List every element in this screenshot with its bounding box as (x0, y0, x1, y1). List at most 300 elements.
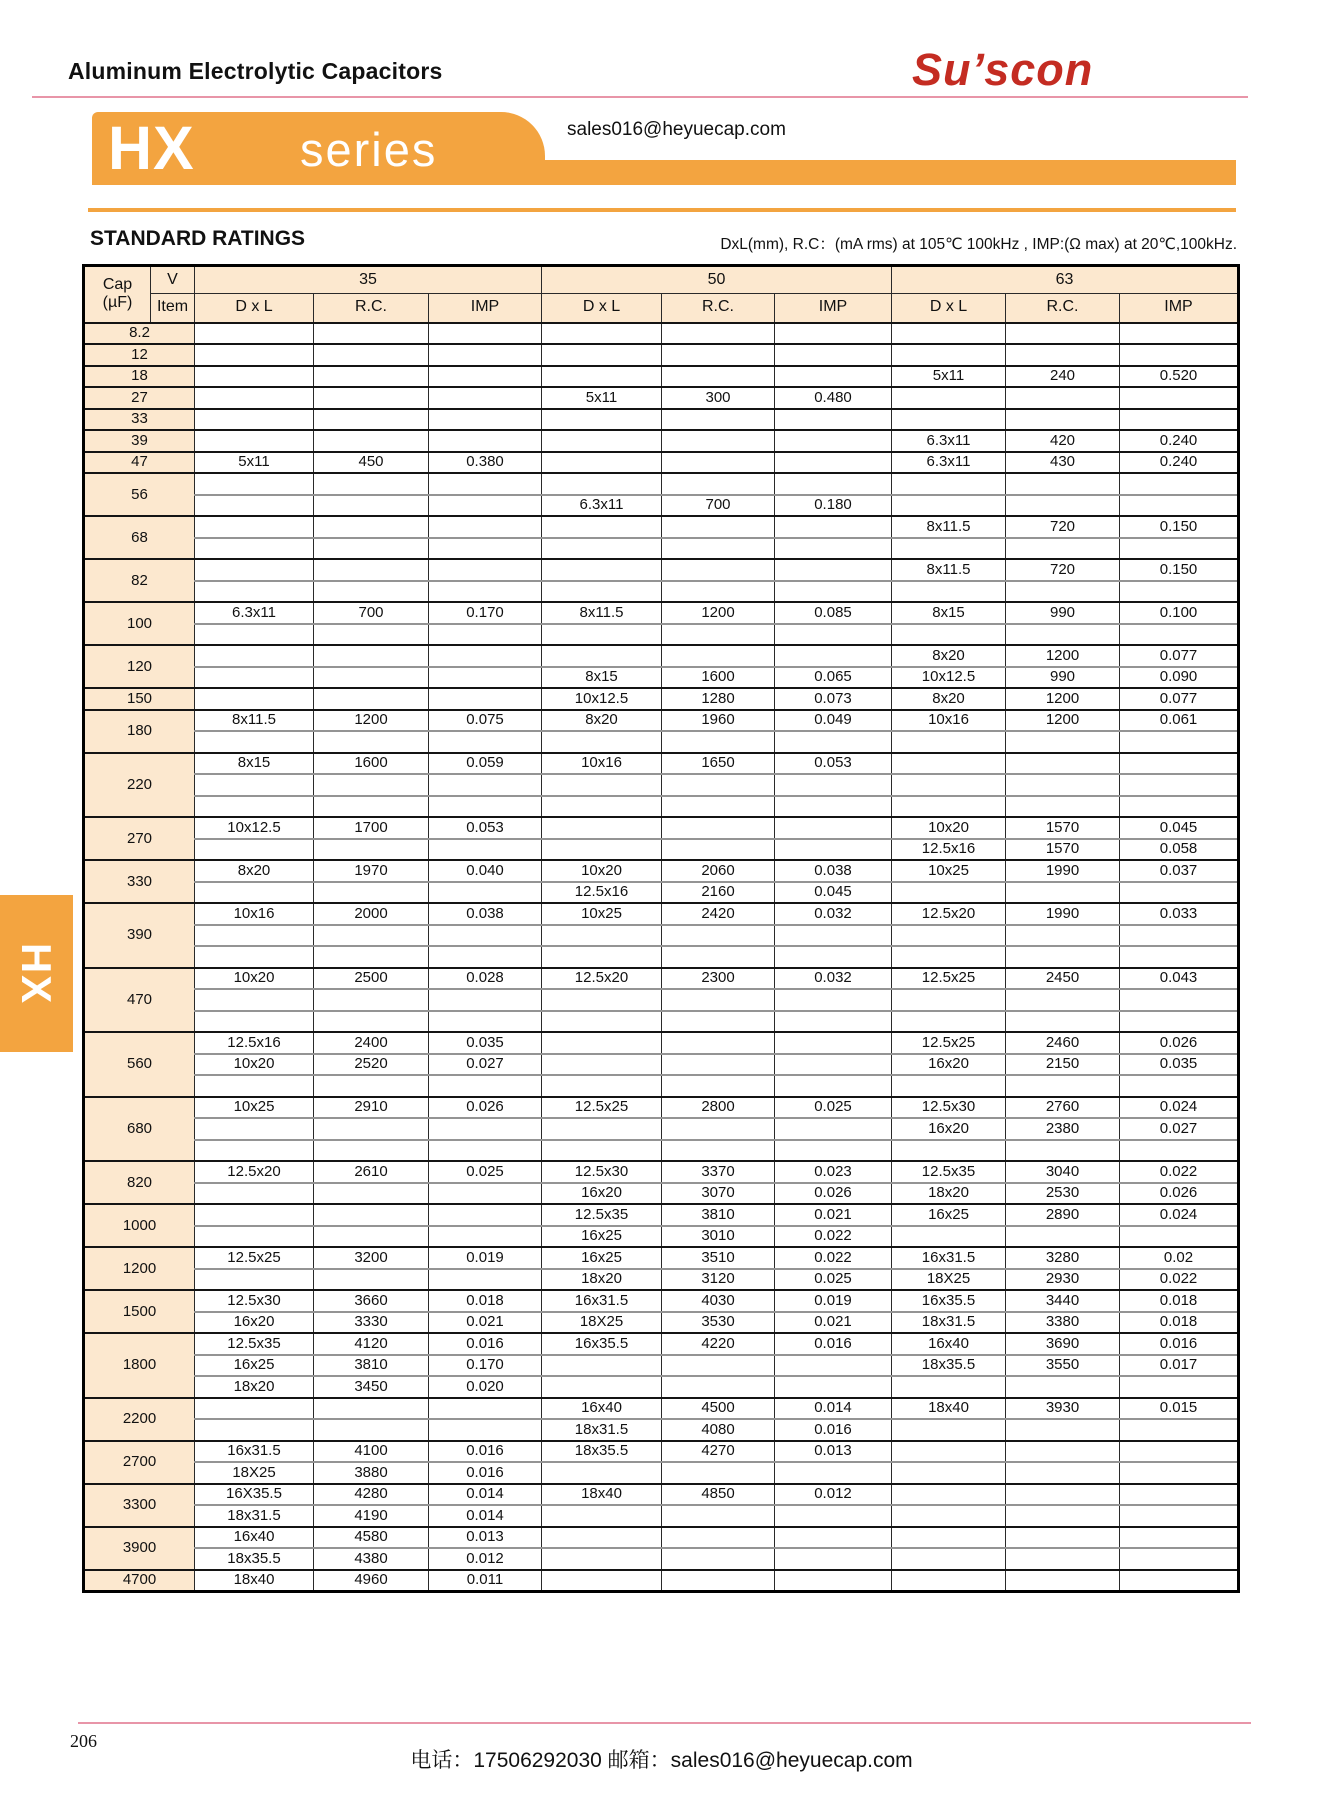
data-cell (195, 473, 314, 495)
data-cell: 8x20 (892, 645, 1006, 667)
data-cell (662, 581, 775, 603)
data-cell (542, 1075, 662, 1097)
data-cell (775, 1376, 892, 1398)
data-cell (662, 774, 775, 796)
contact-email: sales016@heyuecap.com (567, 119, 786, 140)
data-cell (775, 366, 892, 388)
data-cell (662, 989, 775, 1011)
data-cell: 16x31.5 (542, 1290, 662, 1312)
data-cell: 0.180 (775, 495, 892, 517)
data-cell (429, 344, 542, 366)
data-cell: 2500 (314, 968, 429, 990)
data-cell: 0.033 (1120, 903, 1239, 925)
data-cell: 2400 (314, 1032, 429, 1054)
data-cell (1006, 731, 1120, 753)
col-header-35-imp: IMP (429, 294, 542, 323)
data-cell: 10x20 (542, 860, 662, 882)
data-cell: 0.023 (775, 1161, 892, 1183)
data-cell: 0.024 (1120, 1204, 1239, 1226)
data-cell (429, 1075, 542, 1097)
data-cell (542, 452, 662, 474)
data-cell: 0.043 (1120, 968, 1239, 990)
side-tab (0, 895, 73, 1052)
data-cell: 12.5x20 (542, 968, 662, 990)
data-cell (542, 516, 662, 538)
cap-cell: 18 (84, 366, 195, 388)
data-cell: 6.3x11 (892, 452, 1006, 474)
data-cell (892, 473, 1006, 495)
data-cell (1120, 1075, 1239, 1097)
data-cell: 8x20 (542, 710, 662, 732)
data-cell (775, 1548, 892, 1570)
data-cell (662, 344, 775, 366)
page-number: 206 (70, 1731, 97, 1751)
data-cell: 2060 (662, 860, 775, 882)
voltage-header-50: 50 (542, 266, 892, 294)
data-cell (314, 516, 429, 538)
data-cell (195, 989, 314, 1011)
item-axis-label: Item (151, 294, 195, 323)
data-cell: 0.022 (775, 1226, 892, 1248)
data-cell: 3010 (662, 1226, 775, 1248)
cap-cell: 220 (84, 753, 195, 818)
data-cell: 0.012 (429, 1548, 542, 1570)
data-cell: 10x16 (892, 710, 1006, 732)
data-cell (429, 989, 542, 1011)
table-row (84, 430, 1239, 452)
data-cell: 0.019 (775, 1290, 892, 1312)
data-cell (1006, 1441, 1120, 1463)
data-cell (542, 1032, 662, 1054)
section-title: STANDARD RATINGS (90, 227, 306, 250)
data-cell (314, 774, 429, 796)
data-cell: 8x20 (195, 860, 314, 882)
data-cell (314, 473, 429, 495)
data-cell (662, 925, 775, 947)
data-cell (195, 495, 314, 517)
data-cell (662, 645, 775, 667)
data-cell (542, 1054, 662, 1076)
table-row (84, 796, 1239, 818)
data-cell: 18X25 (542, 1312, 662, 1334)
data-cell (775, 731, 892, 753)
data-cell: 700 (314, 602, 429, 624)
data-cell (1120, 473, 1239, 495)
data-cell: 4190 (314, 1505, 429, 1527)
data-cell (1006, 1548, 1120, 1570)
data-cell (542, 473, 662, 495)
cap-cell: 1500 (84, 1290, 195, 1333)
data-cell: 0.019 (429, 1247, 542, 1269)
header-divider (32, 96, 1248, 98)
data-cell: 0.011 (429, 1570, 542, 1592)
data-cell (662, 624, 775, 646)
data-cell (775, 817, 892, 839)
table-row (84, 1333, 1239, 1355)
col-header-63-dxl: D x L (892, 294, 1006, 323)
data-cell (1120, 1527, 1239, 1549)
data-cell (1006, 946, 1120, 968)
data-cell (429, 538, 542, 560)
data-cell (662, 1032, 775, 1054)
data-cell (662, 430, 775, 452)
data-cell (542, 1118, 662, 1140)
data-cell: 18x31.5 (195, 1505, 314, 1527)
data-cell: 18X25 (892, 1269, 1006, 1291)
data-cell (314, 430, 429, 452)
data-cell: 0.077 (1120, 688, 1239, 710)
table-row (84, 409, 1239, 431)
data-cell (314, 1398, 429, 1420)
data-cell (195, 839, 314, 861)
table-row (84, 1032, 1239, 1054)
data-cell: 16x20 (892, 1054, 1006, 1076)
data-cell: 16x20 (542, 1183, 662, 1205)
data-cell (195, 688, 314, 710)
data-cell: 3040 (1006, 1161, 1120, 1183)
data-cell (542, 581, 662, 603)
data-cell (429, 581, 542, 603)
data-cell: 420 (1006, 430, 1120, 452)
table-row (84, 1226, 1239, 1248)
data-cell (429, 796, 542, 818)
data-cell (542, 538, 662, 560)
data-cell (195, 1398, 314, 1420)
col-header-50-dxl: D x L (542, 294, 662, 323)
data-cell: 18x31.5 (542, 1419, 662, 1441)
section-note: DxL(mm), R.C：(mA rms) at 105℃ 100kHz , IMP:(Ω max) at 20℃,100kHz. (720, 236, 1237, 253)
table-row (84, 602, 1239, 624)
data-cell (542, 989, 662, 1011)
data-cell: 3880 (314, 1462, 429, 1484)
data-cell (775, 473, 892, 495)
table-row (84, 366, 1239, 388)
data-cell: 0.013 (429, 1527, 542, 1549)
data-cell (892, 753, 1006, 775)
data-cell: 1960 (662, 710, 775, 732)
table-row (84, 624, 1239, 646)
data-cell (314, 387, 429, 409)
data-cell (1120, 753, 1239, 775)
data-cell: 2380 (1006, 1118, 1120, 1140)
data-cell (1120, 925, 1239, 947)
table-row (84, 1269, 1239, 1291)
data-cell (892, 1376, 1006, 1398)
data-cell (195, 1419, 314, 1441)
col-header-63-r.c.: R.C. (1006, 294, 1120, 323)
cap-cell: 330 (84, 860, 195, 903)
data-cell: 3810 (314, 1355, 429, 1377)
data-cell (314, 839, 429, 861)
data-cell: 4270 (662, 1441, 775, 1463)
data-cell: 4120 (314, 1333, 429, 1355)
data-cell: 1280 (662, 688, 775, 710)
data-cell (892, 538, 1006, 560)
data-cell (542, 774, 662, 796)
data-cell: 0.020 (429, 1376, 542, 1398)
data-cell: 2910 (314, 1097, 429, 1119)
data-cell: 700 (662, 495, 775, 517)
table-row (84, 1290, 1239, 1312)
data-cell: 2300 (662, 968, 775, 990)
data-cell: 0.012 (775, 1484, 892, 1506)
data-cell (195, 774, 314, 796)
footer-divider (78, 1722, 1251, 1724)
cap-cell: 820 (84, 1161, 195, 1204)
data-cell (314, 323, 429, 345)
data-cell: 3330 (314, 1312, 429, 1334)
data-cell (195, 387, 314, 409)
data-cell (892, 1419, 1006, 1441)
data-cell: 16x31.5 (195, 1441, 314, 1463)
data-cell: 1700 (314, 817, 429, 839)
data-cell: 12.5x30 (542, 1161, 662, 1183)
data-cell (542, 731, 662, 753)
data-cell (314, 688, 429, 710)
table-row (84, 1484, 1239, 1506)
table-row (84, 710, 1239, 732)
table-row (84, 452, 1239, 474)
data-cell (775, 645, 892, 667)
data-cell (892, 323, 1006, 345)
data-cell (775, 409, 892, 431)
table-row (84, 323, 1239, 345)
data-cell (429, 1226, 542, 1248)
series-banner (92, 112, 545, 185)
data-cell: 3200 (314, 1247, 429, 1269)
data-cell: 16x35.5 (542, 1333, 662, 1355)
table-row (84, 774, 1239, 796)
series-label: series (300, 123, 438, 176)
data-cell (314, 1204, 429, 1226)
table-row (84, 1441, 1239, 1463)
data-cell: 0.024 (1120, 1097, 1239, 1119)
col-header-35-r.c.: R.C. (314, 294, 429, 323)
data-cell: 3530 (662, 1312, 775, 1334)
data-cell (892, 1484, 1006, 1506)
data-cell: 18x20 (195, 1376, 314, 1398)
data-cell (662, 1548, 775, 1570)
data-cell (542, 946, 662, 968)
data-cell (662, 731, 775, 753)
data-cell (892, 344, 1006, 366)
data-cell (195, 796, 314, 818)
data-cell: 3450 (314, 1376, 429, 1398)
data-cell: 0.016 (1120, 1333, 1239, 1355)
data-cell (662, 817, 775, 839)
table-row (84, 1118, 1239, 1140)
data-cell (429, 516, 542, 538)
data-cell (1120, 1484, 1239, 1506)
standard-ratings-table (82, 264, 1240, 1593)
section-divider (88, 208, 1236, 212)
col-header-35-dxl: D x L (195, 294, 314, 323)
data-cell (892, 796, 1006, 818)
data-cell: 1600 (314, 753, 429, 775)
data-cell (1006, 1462, 1120, 1484)
voltage-header-63: 63 (892, 266, 1239, 294)
brand-logo: Su’scon (912, 44, 1094, 95)
data-cell: 0.015 (1120, 1398, 1239, 1420)
table-row (84, 860, 1239, 882)
data-cell (314, 1140, 429, 1162)
data-cell: 2520 (314, 1054, 429, 1076)
data-cell (1006, 1011, 1120, 1033)
table-row (84, 645, 1239, 667)
data-cell (662, 1527, 775, 1549)
data-cell (429, 1204, 542, 1226)
data-cell (429, 430, 542, 452)
data-cell (662, 1462, 775, 1484)
table-row (84, 1462, 1239, 1484)
table-row (84, 882, 1239, 904)
data-cell (775, 323, 892, 345)
data-cell: 0.085 (775, 602, 892, 624)
data-cell (775, 839, 892, 861)
data-cell (314, 366, 429, 388)
data-cell (542, 1011, 662, 1033)
data-cell (662, 839, 775, 861)
data-cell (314, 581, 429, 603)
data-cell (1006, 538, 1120, 560)
data-cell: 2760 (1006, 1097, 1120, 1119)
data-cell: 3280 (1006, 1247, 1120, 1269)
data-cell (195, 366, 314, 388)
data-cell: 0.035 (1120, 1054, 1239, 1076)
data-cell (542, 366, 662, 388)
data-cell: 2450 (1006, 968, 1120, 990)
data-cell: 0.028 (429, 968, 542, 990)
data-cell: 0.075 (429, 710, 542, 732)
data-cell (195, 1269, 314, 1291)
data-cell: 6.3x11 (195, 602, 314, 624)
data-cell (314, 559, 429, 581)
cap-cell: 470 (84, 968, 195, 1033)
data-cell: 0.021 (775, 1312, 892, 1334)
data-cell (542, 1505, 662, 1527)
data-cell (314, 409, 429, 431)
data-cell: 16x31.5 (892, 1247, 1006, 1269)
data-cell (1006, 1075, 1120, 1097)
data-cell: 8x15 (542, 667, 662, 689)
data-cell (892, 1462, 1006, 1484)
data-cell: 0.022 (775, 1247, 892, 1269)
data-cell (1120, 989, 1239, 1011)
data-cell (542, 624, 662, 646)
data-cell: 0.065 (775, 667, 892, 689)
data-cell (195, 1075, 314, 1097)
data-cell (542, 1140, 662, 1162)
data-cell: 2930 (1006, 1269, 1120, 1291)
banner-strip (545, 160, 1236, 185)
col-header-63-imp: IMP (1120, 294, 1239, 323)
cap-cell: 2700 (84, 1441, 195, 1484)
data-cell: 0.016 (429, 1333, 542, 1355)
data-cell (195, 430, 314, 452)
table-row (84, 1097, 1239, 1119)
data-cell: 0.150 (1120, 516, 1239, 538)
data-cell (662, 323, 775, 345)
data-cell: 300 (662, 387, 775, 409)
data-cell (892, 624, 1006, 646)
data-cell (429, 1269, 542, 1291)
data-cell (429, 495, 542, 517)
data-cell: 16x25 (542, 1226, 662, 1248)
cap-cell: 560 (84, 1032, 195, 1097)
data-cell (314, 925, 429, 947)
data-cell: 0.022 (1120, 1161, 1239, 1183)
data-cell (429, 946, 542, 968)
data-cell: 12.5x16 (892, 839, 1006, 861)
data-cell (195, 882, 314, 904)
data-cell (429, 667, 542, 689)
data-cell: 8x11.5 (542, 602, 662, 624)
data-cell (314, 538, 429, 560)
data-cell: 18X25 (195, 1462, 314, 1484)
table-row (84, 688, 1239, 710)
data-cell (542, 559, 662, 581)
data-cell (892, 1226, 1006, 1248)
cap-cell: 33 (84, 409, 195, 431)
data-cell (892, 409, 1006, 431)
data-cell: 8x15 (892, 602, 1006, 624)
cap-cell: 3900 (84, 1527, 195, 1570)
table-row (84, 1376, 1239, 1398)
data-cell: 0.013 (775, 1441, 892, 1463)
data-cell: 0.073 (775, 688, 892, 710)
data-cell (1006, 882, 1120, 904)
data-cell: 0.021 (775, 1204, 892, 1226)
data-cell: 0.014 (775, 1398, 892, 1420)
data-cell: 0.053 (775, 753, 892, 775)
data-cell (662, 516, 775, 538)
data-cell: 1990 (1006, 903, 1120, 925)
data-cell (1006, 1570, 1120, 1592)
data-cell (892, 882, 1006, 904)
data-cell (195, 1183, 314, 1205)
data-cell (1120, 1376, 1239, 1398)
data-cell: 8x11.5 (892, 516, 1006, 538)
data-cell: 6.3x11 (542, 495, 662, 517)
table-row (84, 1161, 1239, 1183)
cap-cell: 390 (84, 903, 195, 968)
data-cell: 1990 (1006, 860, 1120, 882)
data-cell: 0.077 (1120, 645, 1239, 667)
data-cell (662, 409, 775, 431)
data-cell: 1200 (1006, 688, 1120, 710)
data-cell (429, 1011, 542, 1033)
data-cell (775, 1355, 892, 1377)
data-cell (1006, 774, 1120, 796)
table-row (84, 1355, 1239, 1377)
data-cell: 2460 (1006, 1032, 1120, 1054)
data-cell: 0.022 (1120, 1269, 1239, 1291)
data-cell (195, 925, 314, 947)
data-cell (775, 1032, 892, 1054)
footer-contact: 电话：17506292030 邮箱：sales016@heyuecap.com (410, 1749, 913, 1772)
data-cell: 12.5x30 (195, 1290, 314, 1312)
data-cell (1006, 344, 1120, 366)
table-row (84, 1183, 1239, 1205)
data-cell: 3660 (314, 1290, 429, 1312)
data-cell: 10x25 (542, 903, 662, 925)
data-cell: 3690 (1006, 1333, 1120, 1355)
data-cell: 16x40 (542, 1398, 662, 1420)
data-cell (775, 452, 892, 474)
data-cell: 12.5x25 (892, 968, 1006, 990)
data-cell: 0.480 (775, 387, 892, 409)
data-cell (1120, 1462, 1239, 1484)
